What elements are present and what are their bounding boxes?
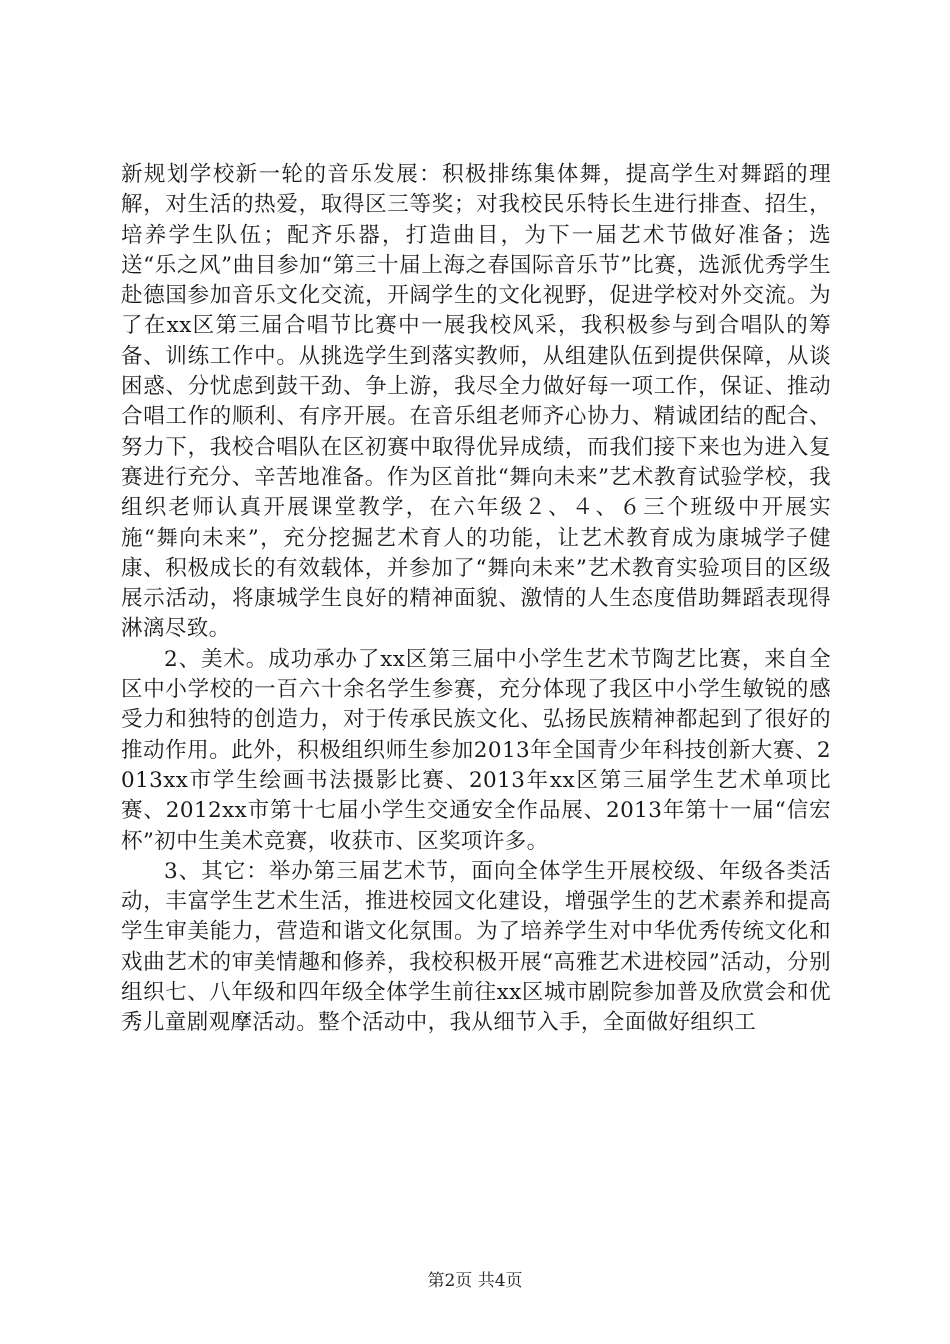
- paragraph-other: 3、其它：举办第三届艺术节，面向全体学生开展校级、年级各类活动，丰富学生艺术生活，推进校园文化建设，增强学生的艺术素养和提高学生审美能力，营造和谐文化氛围。为了培养学生对中华优秀传统文化和戏曲艺术的审美情趣和修养，我校积极开展“高雅艺术进校园”活动，分别组织七、八年级和四年级全体学生前往xx区城市剧院参加普及欣赏会和优秀儿童剧观摩活动。整个活动中，我从细节入手，全面做好组织工: [121, 858, 831, 1036]
- page-footer: 第2页 共4页: [427, 1271, 523, 1291]
- paragraph-music: 新规划学校新一轮的音乐发展：积极排练集体舞，提高学生对舞蹈的理解，对生活的热爱，取得区三等奖；对我校民乐特长生进行排查、招生，培养学生队伍；配齐乐器，打造曲目，为下一届艺术节做好准备；选送“乐之风”曲目参加“第三十届上海之春国际音乐节”比赛，选派优秀学生赴德国参加音乐文化交流，开阔学生的文化视野，促进学校对外交流。为了在xx区第三届合唱节比赛中一展我校风采，我积极参与到合唱队的筹备、训练工作中。从挑选学生到落实教师，从组建队伍到提供保障，从谈困惑、分忧虑到鼓干劲、争上游，我尽全力做好每一项工作，保证、推动合唱工作的顺利、有序开展。在音乐组老师齐心协力、精诚团结的配合、努力下，我校合唱队在区初赛中取得优异成绩，而我们接下来也为进入复赛进行充分、辛苦地准备。作为区首批“舞向未来”艺术教育试验学校，我组织老师认真开展课堂教学，在六年级２、４、６三个班级中开展实施“舞向未来”，充分挖掘艺术育人的功能，让艺术教育成为康城学子健康、积极成长的有效载体，并参加了“舞向未来”艺术教育实验项目的区级展示活动，将康城学生良好的精神面貌、激情的人生态度借助舞蹈表现得淋漓尽致。: [121, 162, 831, 642]
- document-body: [121, 160, 831, 1039]
- paragraph-art: 2、美术。成功承办了xx区第三届中小学生艺术节陶艺比赛，来自全区中小学校的一百六十余名学生参赛，充分体现了我区中小学生敏锐的感受力和独特的创造力，对于传承民族文化、弘扬民族精神都起到了很好的推动作用。此外，积极组织师生参加2013年全国青少年科技创新大赛、2013xx市学生绘画书法摄影比赛、2013年xx区第三届学生艺术单项比赛、2012xx市第十七届小学生交通安全作品展、2013年第十一届“信宏杯”初中生美术竞赛，收获市、区奖项许多。: [121, 646, 831, 854]
